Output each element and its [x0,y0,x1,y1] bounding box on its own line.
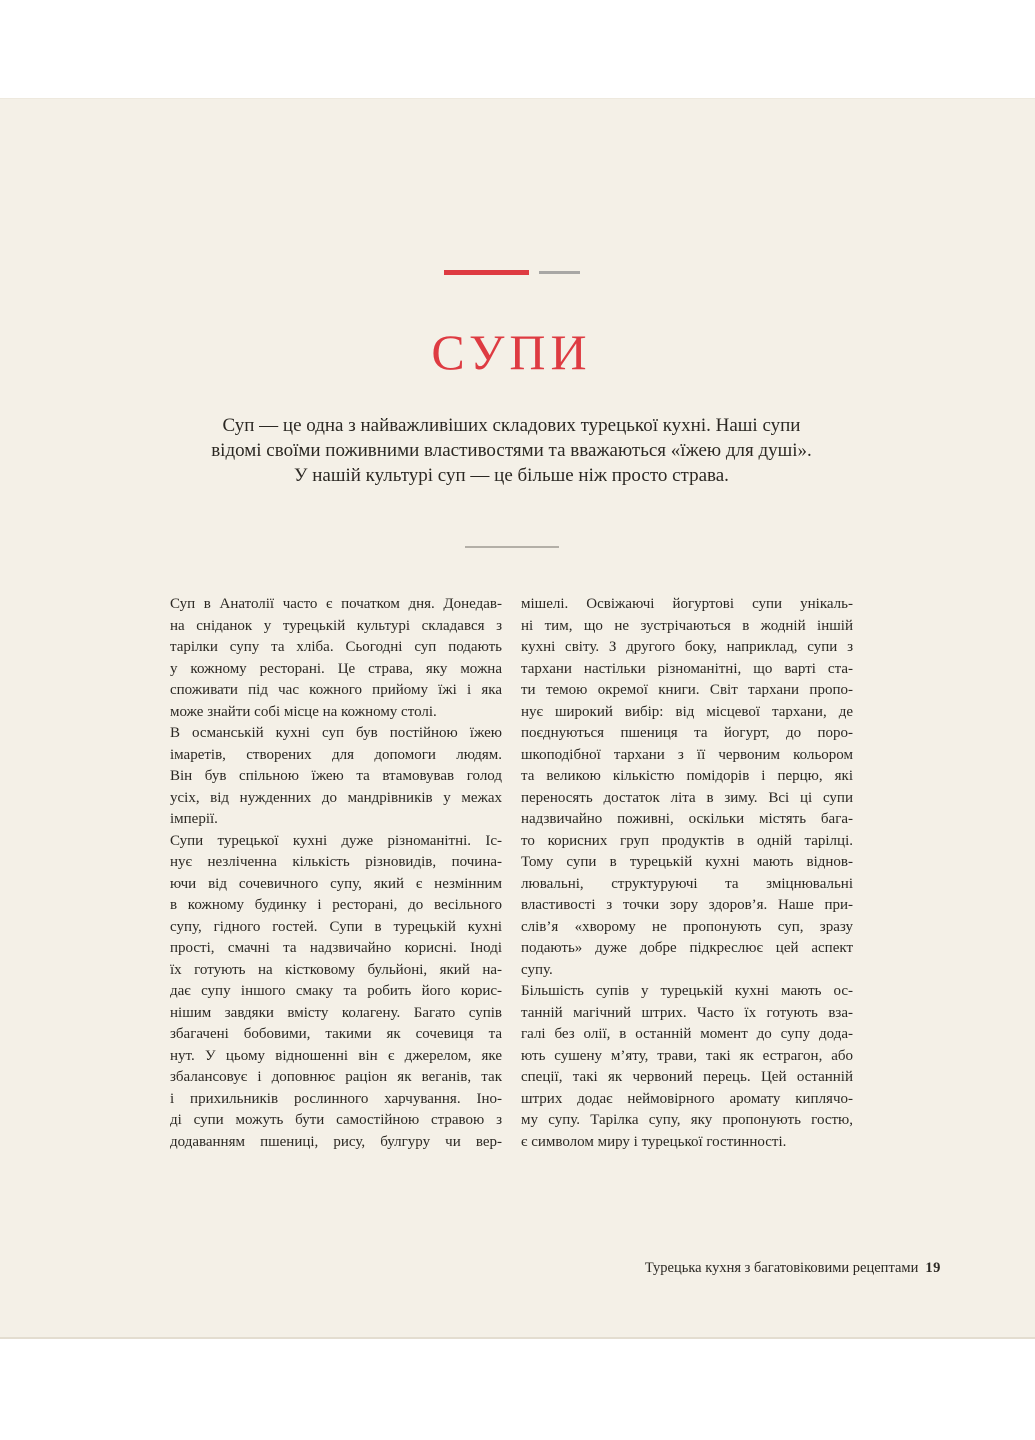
paragraph [170,594,502,723]
text-line: та великою кількістю помідорів і перцю, які [521,768,853,784]
chapter-ornament [170,269,853,275]
text-line: надзвичайно поживні, оскільки містять бага- [521,811,853,827]
text-line: ді супи можуть бути самостійною стравою з [170,1112,502,1128]
text-line: імперії. [170,811,218,827]
text-line: ти темою окремої книги. Світ тархани пропо- [521,682,853,698]
text-line: і прихильників рослинного харчування. Іно- [170,1090,502,1107]
text-line: їх готують на кістковому бульйоні, який на- [170,961,502,978]
text-line: В османській кухні суп був постійною їжею [170,725,502,741]
paragraph [170,723,502,831]
text-line: то корисних груп продуктів в одній тарілці. [521,832,853,849]
text-line: Суп в Анатолії часто є початком дня. Донедав- [170,596,502,612]
chapter-title: СУПИ [431,324,592,380]
page-footer [645,1260,941,1277]
chapter-intro [170,413,853,488]
text-line: переносять достаток літа в зиму. Всі ці супи [521,789,853,806]
text-line: усіх, від нужденних до мандрівників у межах [170,789,502,806]
text-line: спеції, такі як червоний перець. Цей останній [521,1069,853,1085]
text-line: супу. [521,961,553,978]
text-line: споживати під час кожного прийому їжі і яка [170,682,502,698]
text-line: кухні світу. З другого боку, наприклад, супи з [521,639,853,655]
text-line: слів’я «хворому не пропонують суп, зразу [521,918,853,935]
page-content [170,269,853,1153]
text-line: галі без олії, в останній момент до супу дода- [521,1026,853,1042]
intro-line: відомі своїми поживними властивостями та вважаються «їжею для душі». [211,440,812,461]
text-line: штрих додає неймовірного аромату киплячо- [521,1090,853,1107]
text-line: ні тим, що не зустрічаються в жодній іншій [521,617,853,634]
text-line: прості, смачні та надзвичайно корисні. Іноді [170,940,502,956]
section-divider-rule [465,546,559,548]
text-line: збагачені бобовими, такими як сочевиця та [170,1026,502,1042]
right-text-column [521,594,853,1153]
ornament-gray-rule [539,271,580,274]
text-line: тарілки супу та хліба. Сьогодні суп подають [170,639,502,655]
text-line: поєднуються пшениця та йогурт, до поро- [521,725,853,741]
text-line: Він був спільною їжею та втамовував голод [170,768,502,784]
text-line: му супу. Тарілка супу, яку пропонують гостю, [521,1112,853,1128]
text-line: шкоподібної тархани з її червоним кольором [521,746,853,763]
text-line: ючи від сочевичного супу, який є незмінним [170,875,502,892]
text-line: є символом миру і турецької гостинності. [521,1133,787,1150]
text-line: танній магічний штрих. Часто їх готують вза- [521,1004,853,1021]
text-line: збалансовує і доповнює раціон як веганів, так [170,1069,502,1085]
left-text-column [170,594,502,1153]
text-line: на сніданок у турецькій культурі складався з [170,617,502,634]
text-line: мішелі. Освіжаючі йогуртові супи унікаль- [521,596,853,612]
body-text-columns [170,594,853,1153]
text-line: у кожному ресторані. Це страва, яку можна [170,660,502,677]
text-line: тархани настільки різноманітні, що варті ста- [521,660,853,677]
book-page [0,98,1035,1339]
intro-line: У нашій культурі суп — це більше ніж просто страва. [294,465,729,486]
text-line: імаретів, створених для допомоги людям. [170,746,502,763]
text-line: нує широкий вибір: від місцевої тархани, де [521,703,853,720]
text-line: ють сушену м’яту, трави, такі як естрагон, або [521,1047,853,1064]
running-title: Турецька кухня з багатовіковими рецептами [644,1260,919,1276]
text-line: Супи турецької кухні дуже різноманітні. Іс- [170,832,502,849]
text-line: лювальні, структуруючі та зміцнювальні [521,875,853,892]
text-line: може знайти собі місце на кожному столі. [170,703,437,720]
text-line: нішим завдяки вмісту колагену. Багато супів [170,1004,502,1021]
text-line: Тому супи в турецькій кухні мають віднов- [521,854,853,870]
paragraph [521,981,853,1153]
ornament-red-rule [444,270,529,275]
text-line: в кожному будинку і ресторані, до весільного [170,897,502,913]
text-line: дає супу іншого смаку та робить його корис- [170,983,502,999]
text-line: нут. У цьому відношенні він є джерелом, яке [170,1047,502,1064]
text-line: додаванням пшениці, рису, булгуру чи вер- [170,1133,502,1150]
page-number: 19 [925,1260,941,1276]
text-line: подають» дуже добре підкреслює цей аспект [521,940,853,956]
paragraph [170,831,502,1154]
text-line: нує незліченна кількість різновидів, почина- [170,854,502,870]
paragraph [521,594,853,981]
text-line: властивості з точки зору здоров’я. Наше при- [521,897,853,913]
text-line: Більшість супів у турецькій кухні мають ос- [521,983,853,999]
intro-line: Суп — це одна з найважливіших складових турецької кухні. Наші супи [222,415,801,436]
text-line: супу, гідного гостей. Супи в турецькій кухні [170,918,502,935]
